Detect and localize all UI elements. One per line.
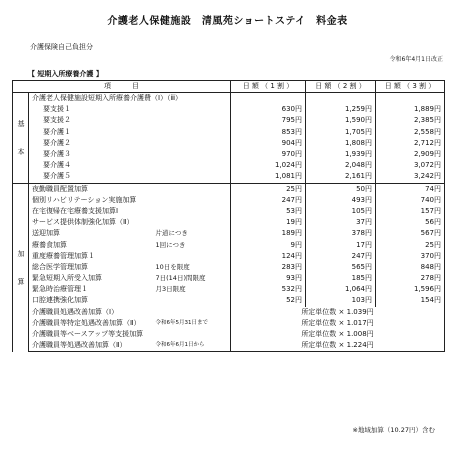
amount-1: 52円 — [231, 295, 306, 306]
table-row — [13, 115, 445, 126]
amount-2: 1,808円 — [306, 138, 376, 149]
amount-2: 1,705円 — [306, 127, 376, 138]
addition-label: 口腔連携強化加算 — [29, 295, 153, 306]
table-row — [13, 171, 445, 183]
table-row — [13, 206, 445, 217]
amount-3: 56円 — [376, 217, 445, 228]
care-level-label: 要介護５ — [29, 171, 231, 183]
addition-label: 緊急短期入所受入加算 — [29, 273, 153, 284]
table-row — [13, 340, 445, 352]
unit-formula: 所定単位数 × 1.008円 — [231, 329, 445, 340]
amount-1: 53円 — [231, 206, 306, 217]
table-row — [13, 239, 445, 250]
unit-formula: 所定単位数 × 1.224円 — [231, 340, 445, 352]
table-row — [13, 104, 445, 115]
amount-1: 1,081円 — [231, 171, 306, 183]
amount-3: 848円 — [376, 262, 445, 273]
amount-3: 2,385円 — [376, 115, 445, 126]
header-amount1: 日 額 （ 1 割 ） — [231, 81, 306, 93]
category-additions: 加 算 — [13, 183, 29, 352]
amount-2: 50円 — [306, 183, 376, 195]
amount-3: 278円 — [376, 273, 445, 284]
section-title: 【 短期入所療養介護 】 — [28, 70, 103, 78]
amount-1: 283円 — [231, 262, 306, 273]
table-row — [13, 318, 445, 329]
care-level-label: 要支援２ — [29, 115, 231, 126]
amount-2: 378円 — [306, 228, 376, 239]
amount-1: 93円 — [231, 273, 306, 284]
amount-3: 3,242円 — [376, 171, 445, 183]
amount-1: 532円 — [231, 284, 306, 295]
amount-3: 1,889円 — [376, 104, 445, 115]
amount-3: 157円 — [376, 206, 445, 217]
amount-1: 1,024円 — [231, 160, 306, 171]
header-amount2: 日 額 （ 2 割 ） — [306, 81, 376, 93]
amount-1: 630円 — [231, 104, 306, 115]
empty-cell — [231, 93, 306, 105]
amount-2: 1,064円 — [306, 284, 376, 295]
addition-note: 1回につき — [153, 239, 231, 250]
care-level-label: 要介護３ — [29, 149, 231, 160]
addition-note — [153, 251, 231, 262]
header-amount3: 日 額 （ 3 割 ） — [376, 81, 445, 93]
amount-3: 3,072円 — [376, 160, 445, 171]
care-level-label: 要介護４ — [29, 160, 231, 171]
table-row — [13, 295, 445, 306]
amount-1: 853円 — [231, 127, 306, 138]
addition-label: 介護職員処遇改善加算（Ⅰ） — [29, 307, 153, 318]
amount-3: 2,909円 — [376, 149, 445, 160]
amount-2: 185円 — [306, 273, 376, 284]
amount-2: 493円 — [306, 195, 376, 206]
table-row — [13, 195, 445, 206]
addition-note — [153, 195, 231, 206]
addition-note: 10日を限度 — [153, 262, 231, 273]
amount-2: 1,590円 — [306, 115, 376, 126]
amount-1: 970円 — [231, 149, 306, 160]
amount-2: 247円 — [306, 251, 376, 262]
addition-label: 緊急時治療管理１ — [29, 284, 153, 295]
table-row — [13, 183, 445, 195]
fee-table — [12, 80, 445, 352]
table-row — [13, 251, 445, 262]
page-title: 介護老人保健施設 清風苑ショートステイ 料金表 — [107, 16, 348, 27]
amount-3: 2,558円 — [376, 127, 445, 138]
table-row — [13, 149, 445, 160]
amount-1: 124円 — [231, 251, 306, 262]
table-row — [13, 307, 445, 318]
addition-label: 療養食加算 — [29, 239, 153, 250]
empty-cell — [306, 93, 376, 105]
footnote: ※地域加算（10.27円）含む — [352, 426, 435, 434]
amount-3: 567円 — [376, 228, 445, 239]
amount-3: 740円 — [376, 195, 445, 206]
subtitle: 介護保険自己負担分 — [30, 43, 93, 51]
amount-3: 154円 — [376, 295, 445, 306]
amount-2: 2,048円 — [306, 160, 376, 171]
amount-3: 1,596円 — [376, 284, 445, 295]
table-row — [13, 284, 445, 295]
amount-1: 247円 — [231, 195, 306, 206]
unit-formula: 所定単位数 × 1.039円 — [231, 307, 445, 318]
care-level-label: 要介護１ — [29, 127, 231, 138]
header-item: 項 目 — [13, 81, 231, 93]
addition-note: 月3日限度 — [153, 284, 231, 295]
addition-note — [153, 206, 231, 217]
table-row — [13, 217, 445, 228]
table-row — [13, 127, 445, 138]
addition-label: 介護職員等ベースアップ等支援加算 — [29, 329, 153, 340]
addition-note — [153, 183, 231, 195]
addition-label: 介護職員等特定処遇改善加算（Ⅱ） — [29, 318, 153, 329]
care-level-label: 要支援１ — [29, 104, 231, 115]
amount-1: 795円 — [231, 115, 306, 126]
amount-1: 904円 — [231, 138, 306, 149]
table-row — [13, 228, 445, 239]
addition-note: 7日(14日)間限度 — [153, 273, 231, 284]
addition-note: 令和6年5月31日まで — [153, 318, 231, 329]
table-row — [13, 329, 445, 340]
addition-note — [153, 295, 231, 306]
amount-1: 9円 — [231, 239, 306, 250]
revision-date: 令和6年4月1日改正 — [389, 56, 443, 63]
amount-3: 74円 — [376, 183, 445, 195]
amount-1: 189円 — [231, 228, 306, 239]
table-row — [13, 93, 445, 105]
table-row — [13, 160, 445, 171]
empty-cell — [376, 93, 445, 105]
table-row — [13, 262, 445, 273]
addition-label: 介護職員等処遇改善加算（Ⅱ） — [29, 340, 153, 352]
addition-label: 個別リハビリテーション実施加算 — [29, 195, 153, 206]
amount-3: 25円 — [376, 239, 445, 250]
header-row — [13, 81, 445, 93]
amount-2: 565円 — [306, 262, 376, 273]
addition-label: 重度療養管理加算１ — [29, 251, 153, 262]
addition-note — [153, 329, 231, 340]
amount-3: 2,712円 — [376, 138, 445, 149]
addition-note: 令和6年6月1日から — [153, 340, 231, 352]
addition-note: 片道につき — [153, 228, 231, 239]
addition-label: 総合医学管理加算 — [29, 262, 153, 273]
addition-note — [153, 307, 231, 318]
amount-1: 25円 — [231, 183, 306, 195]
amount-2: 2,161円 — [306, 171, 376, 183]
table-row — [13, 273, 445, 284]
addition-label: 夜勤職員配置加算 — [29, 183, 153, 195]
amount-2: 103円 — [306, 295, 376, 306]
addition-label: 在宅復帰在宅療養支援加算Ⅰ — [29, 206, 153, 217]
amount-2: 17円 — [306, 239, 376, 250]
amount-3: 370円 — [376, 251, 445, 262]
care-level-label: 要介護２ — [29, 138, 231, 149]
amount-2: 37円 — [306, 217, 376, 228]
amount-2: 1,939円 — [306, 149, 376, 160]
basic-heading: 介護老人保健施設短期入所療養介護費（Ⅰ）（ⅲ） — [29, 93, 231, 105]
amount-1: 19円 — [231, 217, 306, 228]
addition-label: 送迎加算 — [29, 228, 153, 239]
addition-note — [153, 217, 231, 228]
table-row — [13, 138, 445, 149]
amount-2: 105円 — [306, 206, 376, 217]
unit-formula: 所定単位数 × 1.017円 — [231, 318, 445, 329]
category-basic: 基 本 — [13, 93, 29, 184]
addition-label: サービス提供体制強化加算（Ⅱ） — [29, 217, 153, 228]
amount-2: 1,259円 — [306, 104, 376, 115]
